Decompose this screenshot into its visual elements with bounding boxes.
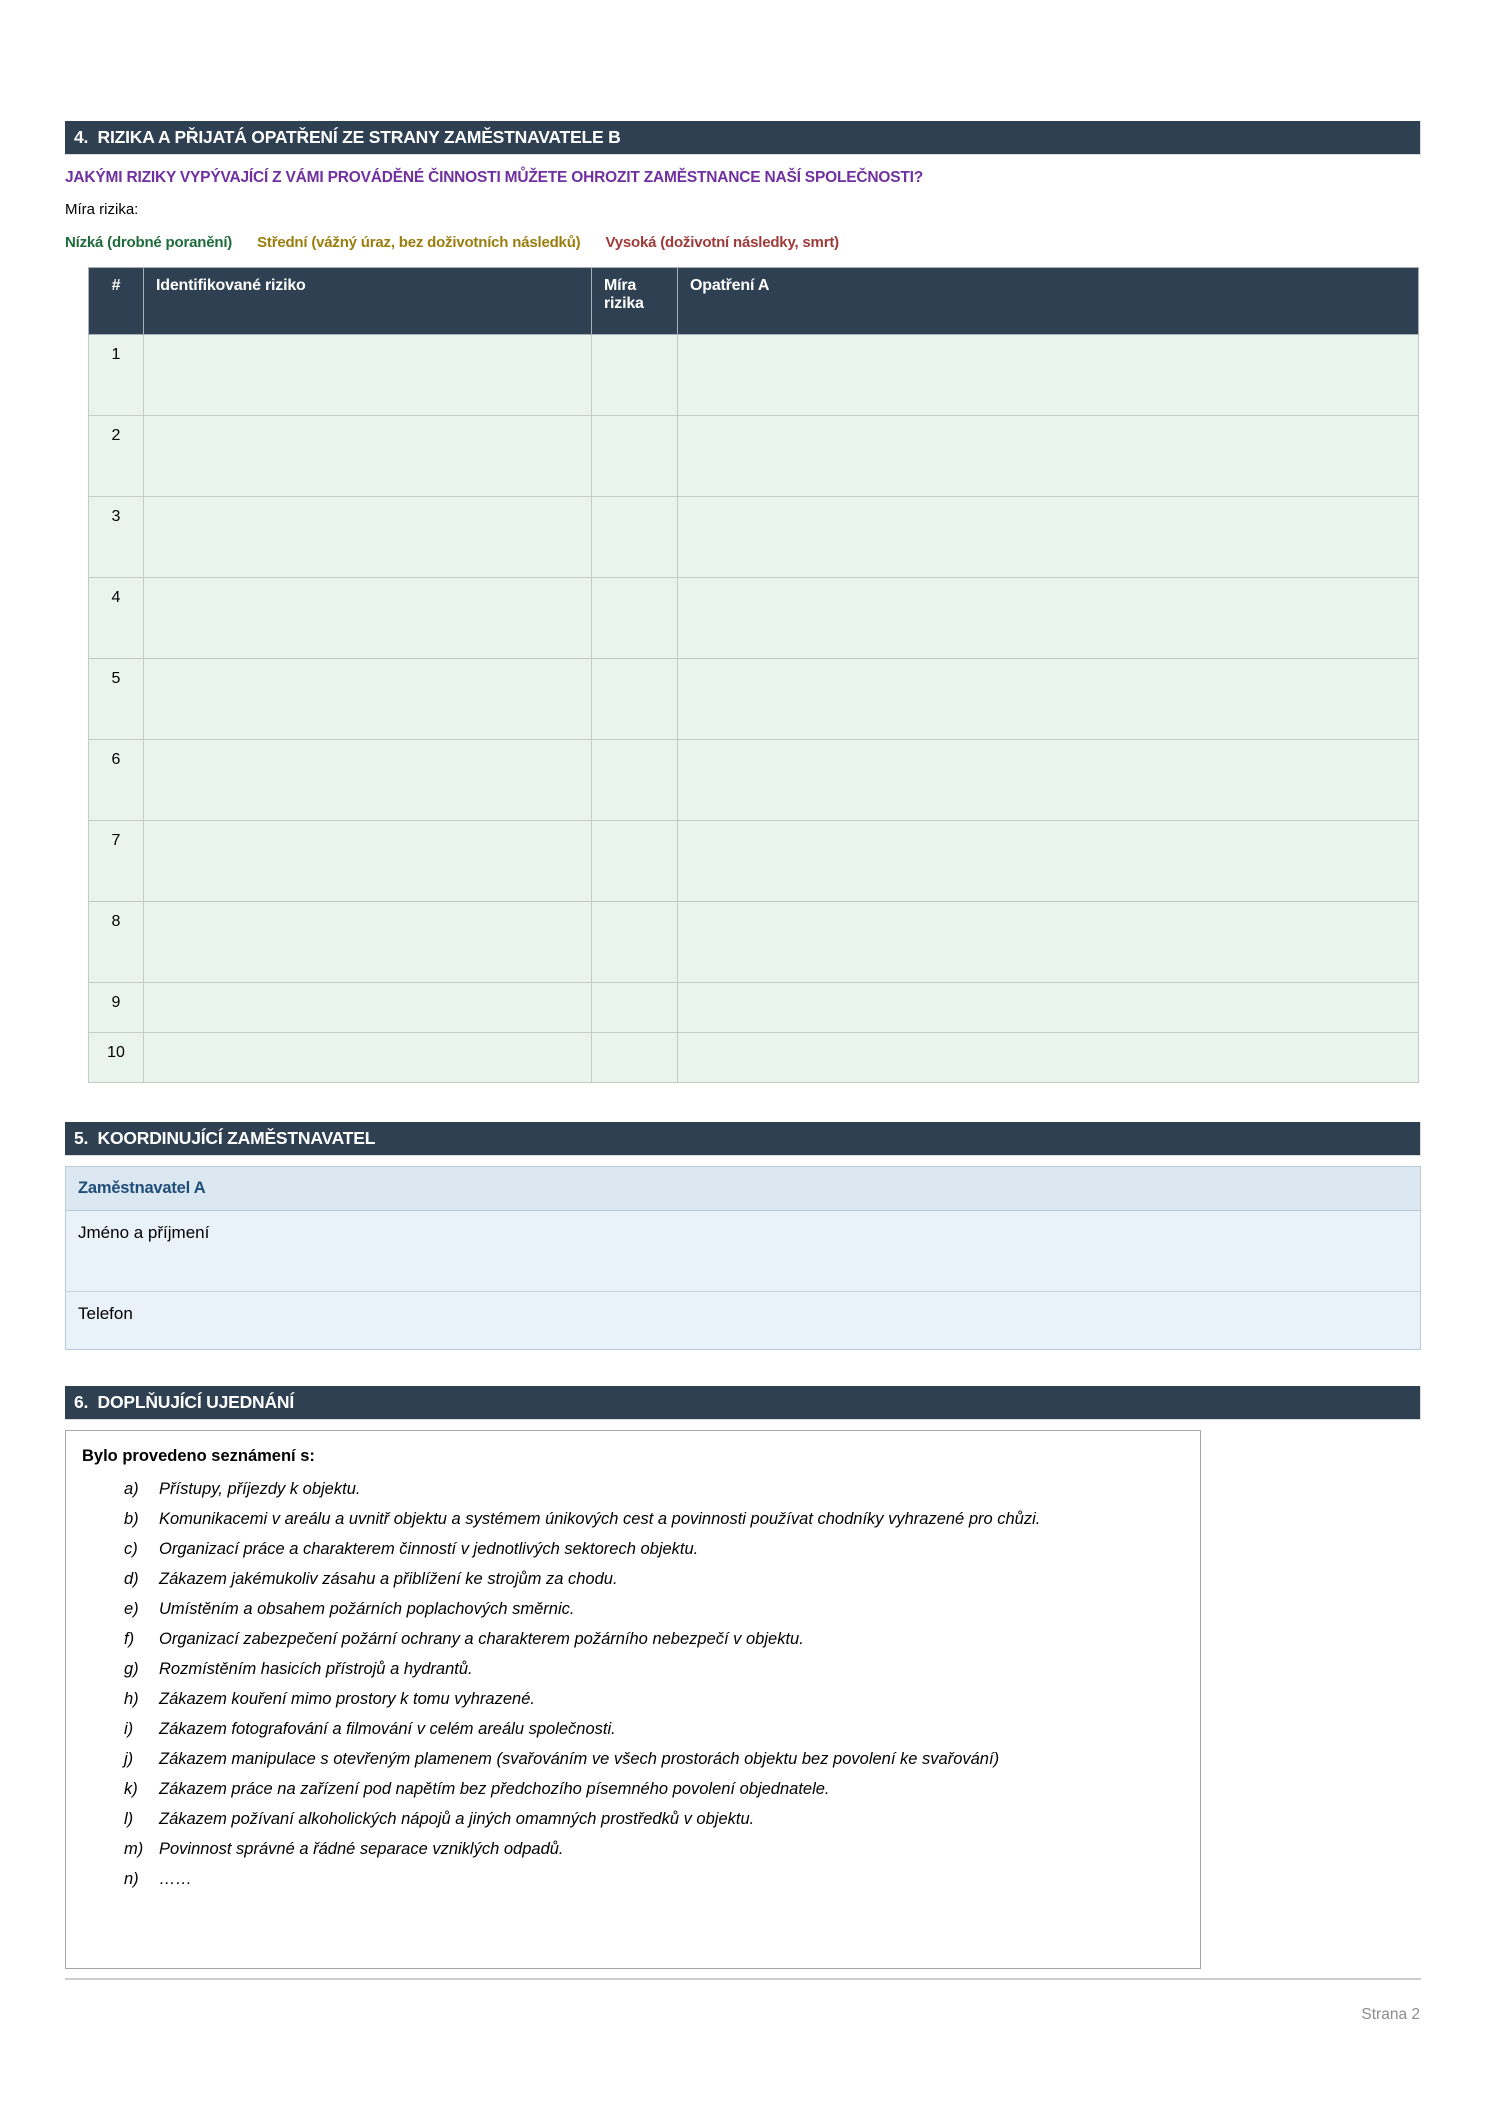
risk-cell[interactable] [144,578,592,659]
risk-level-cell[interactable] [592,416,678,497]
risk-cell[interactable] [144,983,592,1033]
risk-level-cell[interactable] [592,497,678,578]
table-row [89,740,1419,821]
footer-divider [65,1978,1421,1980]
list-item: i) Zákazem fotografování a filmování v celém areálu společnosti. [124,1720,616,1738]
measure-cell[interactable] [678,659,1419,740]
measure-cell[interactable] [678,740,1419,821]
list-item: j) Zákazem manipulace s otevřeným plamenem (svařováním ve všech prostorách objektu bez povolení ke svařování) [124,1750,1000,1768]
list-item: b) Komunikacemi v areálu a uvnitř objektu a systémem únikových cest a povinnosti používat chodníky vyhrazené pro chůzi. [124,1510,1041,1528]
measure-cell[interactable] [678,335,1419,416]
list-item: l) Zákazem požívaní alkoholických nápojů a jiných omamných prostředků v objektu. [124,1810,755,1828]
risk-legend [65,233,1421,252]
measure-cell[interactable] [678,416,1419,497]
row-number: 1 [89,335,144,416]
measure-cell[interactable] [678,902,1419,983]
column-header-number: # [89,268,144,335]
risk-cell[interactable] [144,497,592,578]
risk-cell[interactable] [144,902,592,983]
page-number: Strana 2 [1361,2006,1420,2023]
list-item: m) Povinnost správné a řádné separace vzniklých odpadů. [124,1840,564,1858]
legend-low-risk: Nízká (drobné poranění) [65,234,233,251]
table-row [89,983,1419,1033]
row-number: 8 [89,902,144,983]
list-item: c) Organizací práce a charakterem činností v jednotlivých sektorech objektu. [124,1540,699,1558]
document-page [65,121,1421,2024]
agreement-box [65,1430,1201,1969]
risk-level-cell[interactable] [592,659,678,740]
table-row [89,335,1419,416]
table-row [89,1033,1419,1083]
section-4-title: 4. RIZIKA A PŘIJATÁ OPATŘENÍ ZE STRANY ZAMĚSTNAVATELE B [65,121,1421,155]
phone-field[interactable] [66,1292,1420,1349]
risk-cell[interactable] [144,416,592,497]
measure-cell[interactable] [678,983,1419,1033]
measure-cell[interactable] [678,497,1419,578]
name-field-label: Jméno a příjmení [78,1223,210,1242]
section-5-title: 5. KOORDINUJÍCÍ ZAMĚSTNAVATEL [65,1122,1421,1156]
risk-level-cell[interactable] [592,821,678,902]
measure-cell[interactable] [678,821,1419,902]
table-row [89,821,1419,902]
row-number: 10 [89,1033,144,1083]
column-header-risk-level: Míra rizika [592,268,678,335]
list-item: f) Organizací zabezpečení požární ochrany a charakterem požárního nebezpečí v objektu. [124,1630,804,1648]
agreement-list [82,1474,1182,1894]
risk-cell[interactable] [144,821,592,902]
column-header-identified-risk: Identifikované riziko [144,268,592,335]
list-item: g) Rozmístěním hasicích přístrojů a hydrantů. [124,1660,473,1678]
risk-cell[interactable] [144,659,592,740]
employer-box [65,1166,1421,1350]
name-field[interactable] [66,1211,1420,1292]
column-header-measure-a: Opatření A [678,268,1419,335]
risk-cell[interactable] [144,1033,592,1083]
risk-level-cell[interactable] [592,902,678,983]
row-number: 7 [89,821,144,902]
table-row [89,659,1419,740]
measure-cell[interactable] [678,1033,1419,1083]
list-item: h) Zákazem kouření mimo prostory k tomu vyhrazené. [124,1690,535,1708]
risk-level-cell[interactable] [592,1033,678,1083]
row-number: 5 [89,659,144,740]
risk-cell[interactable] [144,740,592,821]
row-number: 3 [89,497,144,578]
list-item: n) …… [124,1870,192,1888]
legend-high-risk: Vysoká (doživotní následky, smrt) [605,234,839,251]
table-row [89,416,1419,497]
risk-level-cell[interactable] [592,335,678,416]
risk-table-header-row [89,268,1419,335]
employer-a-header: Zaměstnavatel A [66,1167,1420,1211]
list-item: e) Umístěním a obsahem požárních poplachových směrnic. [124,1600,575,1618]
risk-table [88,267,1419,1083]
risk-cell[interactable] [144,335,592,416]
list-item: d) Zákazem jakémukoliv zásahu a přiblížení ke strojům za chodu. [124,1570,618,1588]
measure-cell[interactable] [678,578,1419,659]
risk-question: JAKÝMI RIZIKY VYPÝVAJÍCÍ Z VÁMI PROVÁDĚNÉ ČINNOSTI MŮŽETE OHROZIT ZAMĚSTNANCE NAŠÍ SPOLEČNOSTI? [65,169,923,186]
risk-level-cell[interactable] [592,740,678,821]
table-row [89,902,1419,983]
section-6-title: 6. DOPLŇUJÍCÍ UJEDNÁNÍ [65,1386,1421,1420]
row-number: 4 [89,578,144,659]
legend-medium-risk: Střední (vážný úraz, bez doživotních následků) [257,234,581,251]
risk-level-cell[interactable] [592,983,678,1033]
row-number: 2 [89,416,144,497]
row-number: 9 [89,983,144,1033]
list-item: k) Zákazem práce na zařízení pod napětím bez předchozího písemného povolení objednatele. [124,1780,830,1798]
risk-scale-label: Míra rizika: [65,201,139,218]
table-row [89,578,1419,659]
row-number: 6 [89,740,144,821]
list-item: a) Přístupy, příjezdy k objektu. [124,1480,361,1498]
phone-field-label: Telefon [78,1304,133,1323]
table-row [89,497,1419,578]
agreement-intro: Bylo provedeno seznámení s: [82,1447,315,1465]
risk-level-cell[interactable] [592,578,678,659]
